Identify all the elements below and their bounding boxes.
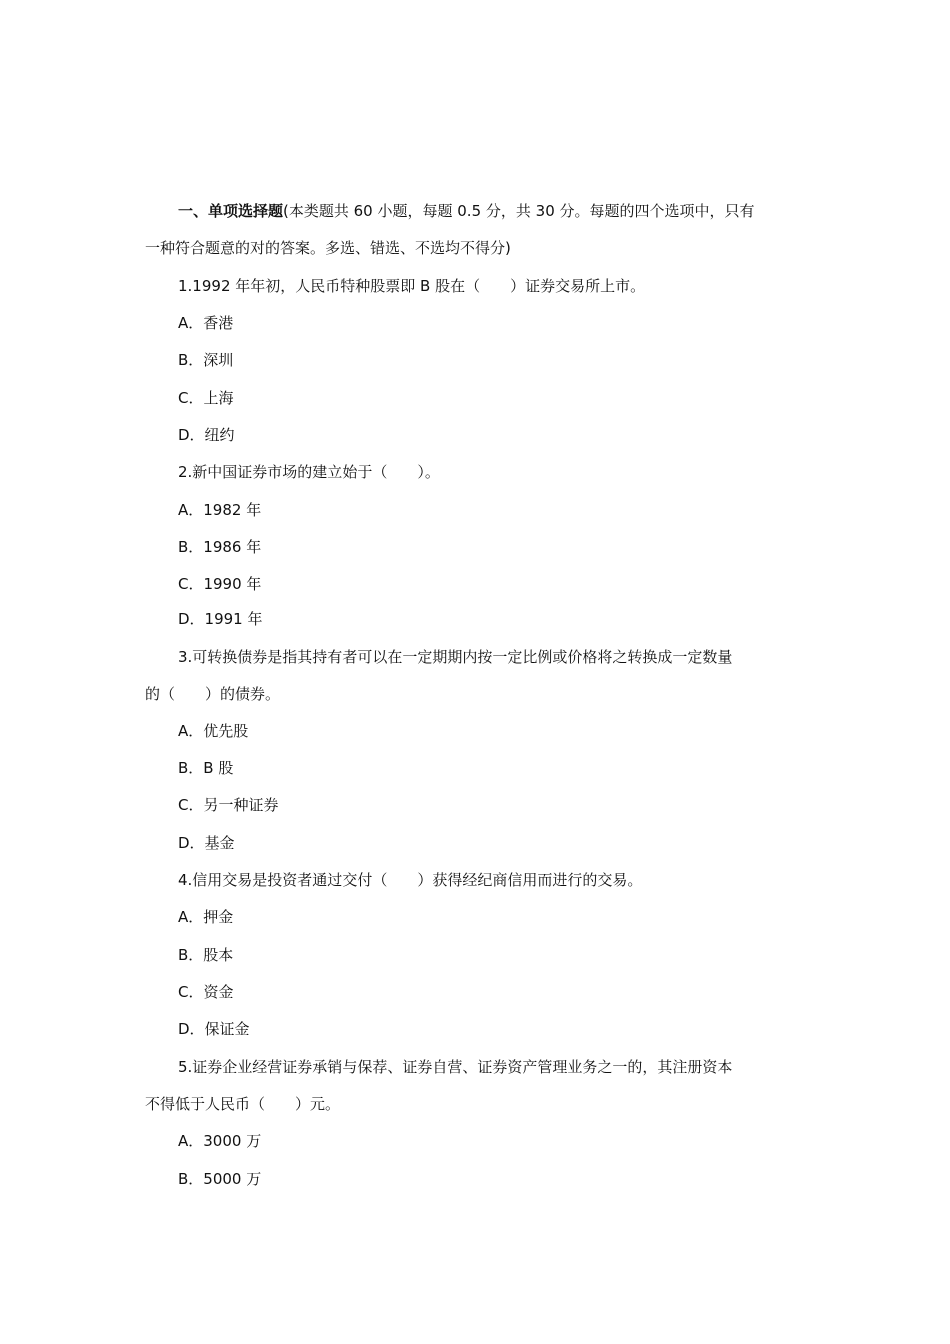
- question-3-option-c: C．另一种证券: [178, 796, 279, 814]
- question-2-option-d: D．1991 年: [178, 610, 263, 628]
- question-1-option-a: A．香港: [178, 314, 234, 332]
- question-2-stem: 2.新中国证券市场的建立始于（ ）。: [178, 463, 440, 481]
- question-1-option-c: C．上海: [178, 389, 234, 407]
- question-3-stem-line-1: 3.可转换债券是指其持有者可以在一定期期内按一定比例或价格将之转换成一定数量: [178, 648, 733, 666]
- question-4-option-d: D．保证金: [178, 1020, 250, 1038]
- section-heading-instructions: (本类题共 60 小题，每题 0.5 分，共 30 分。每题的四个选项中，只有: [283, 202, 755, 220]
- question-5-option-b: B．5000 万: [178, 1170, 262, 1188]
- question-2-option-a: A．1982 年: [178, 501, 262, 519]
- question-3-option-a: A．优先股: [178, 722, 249, 740]
- section-heading-line-1: [178, 201, 755, 221]
- question-2-option-b: B．1986 年: [178, 538, 262, 556]
- question-1-option-d: D．纽约: [178, 426, 235, 444]
- question-3-option-d: D．基金: [178, 834, 235, 852]
- question-5-stem-line-1: 5.证券企业经营证券承销与保荐、证券自营、证券资产管理业务之一的，其注册资本: [178, 1058, 733, 1076]
- question-1-stem: 1.1992 年年初，人民币特种股票即 B 股在（ ）证券交易所上市。: [178, 277, 646, 295]
- section-heading-line-2: 一种符合题意的对的答案。多选、错选、不选均不得分): [145, 239, 511, 257]
- question-2-option-c: C．1990 年: [178, 575, 262, 593]
- question-3-option-b: B．B 股: [178, 759, 234, 777]
- question-4-option-b: B．股本: [178, 946, 234, 964]
- question-5-option-a: A．3000 万: [178, 1132, 262, 1150]
- question-4-option-a: A．押金: [178, 908, 234, 926]
- question-3-stem-line-2: 的（ ）的债券。: [145, 685, 281, 703]
- question-4-option-c: C．资金: [178, 983, 234, 1001]
- section-heading-title: 一、单项选择题: [178, 202, 284, 220]
- question-4-stem: 4.信用交易是投资者通过交付（ ）获得经纪商信用而进行的交易。: [178, 871, 643, 889]
- question-1-option-b: B．深圳: [178, 351, 234, 369]
- question-5-stem-line-2: 不得低于人民币（ ）元。: [145, 1095, 341, 1113]
